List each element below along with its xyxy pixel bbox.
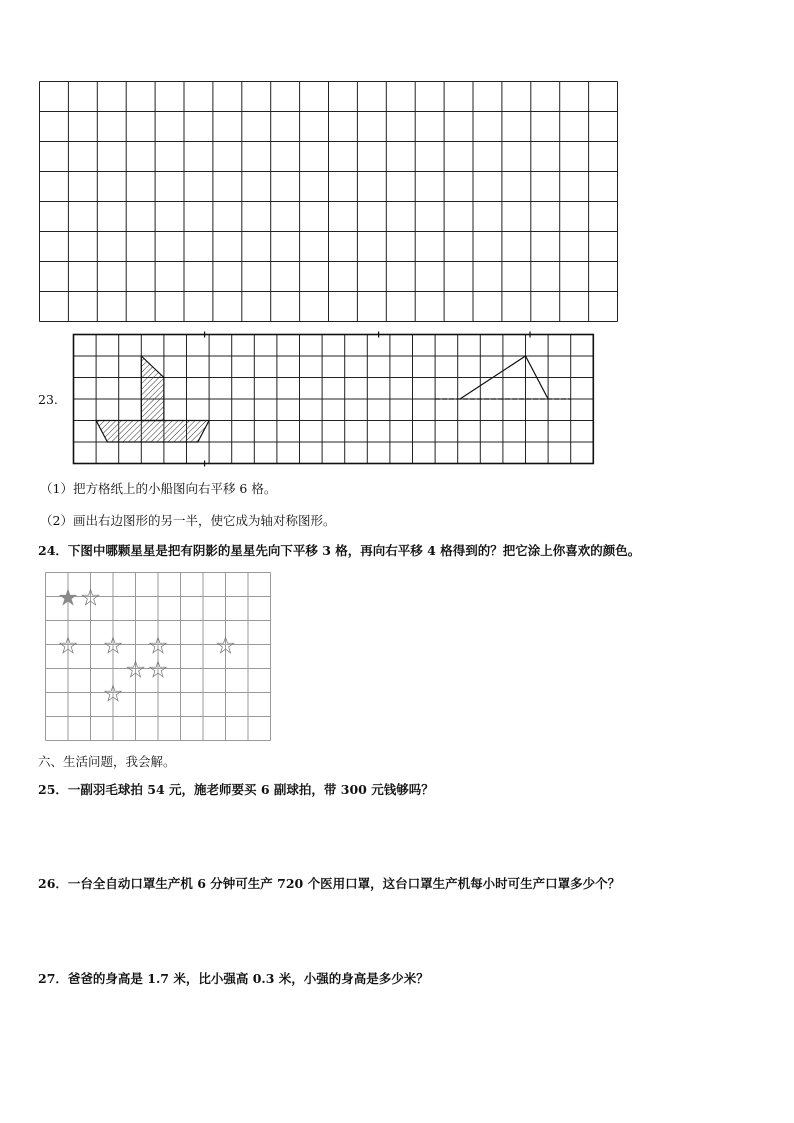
q23-part1: （1）把方格纸上的小船图向右平移 6 格。 [40,481,277,496]
q23-part2: （2）画出右边图形的另一半，使它成为轴对称图形。 [40,513,336,528]
star-icon: ☆ [57,631,79,660]
star-icon: ☆ [124,655,147,684]
blank-grid-top [39,81,619,323]
q25-question: 25．一副羽毛球拍 54 元，施老师要买 6 副球拍，带 300 元钱够吗？ [38,782,434,797]
q23-grid [73,333,593,468]
q24-question: 24．下图中哪颗星星是把有阴影的星星先向下平移 3 格，再向右平移 4 格得到的？把它涂上你喜欢的颜色。 [38,543,641,558]
q23-number: 23. [38,392,58,407]
star-icon: ☆ [214,631,237,660]
shaded-star-icon: ★ [57,583,79,612]
q26-question: 26．一台全自动口罩生产机 6 分钟可生产 720 个医用口罩，这台口罩生产机每小时可生产口罩多少个？ [38,876,621,891]
q24-star-grid [45,572,273,744]
star-icon: ☆ [147,655,169,684]
boat-sail [141,356,164,421]
star-icon: ☆ [102,631,124,660]
q27-question: 27．爸爸的身高是 1.7 米，比小强高 0.3 米，小强的身高是多少米？ [38,971,429,986]
star-icon: ☆ [147,631,169,660]
section-6-title: 六、生活问题，我会解。 [38,754,176,769]
star-icon: ☆ [79,583,102,612]
boat-hull [96,421,209,443]
blank-grid-lines [40,82,618,322]
star-icon: ☆ [102,679,124,708]
